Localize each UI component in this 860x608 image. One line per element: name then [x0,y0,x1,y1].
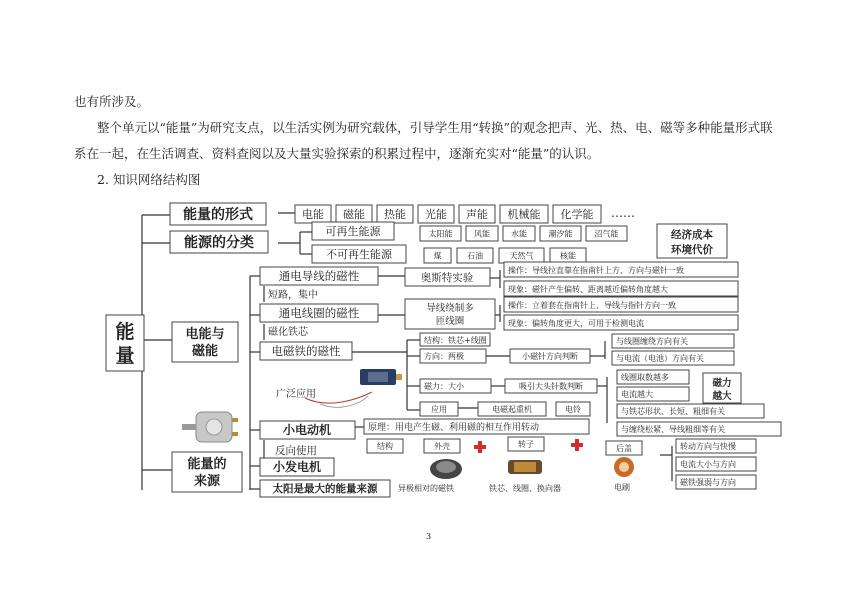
coil-operation: 操作：立着套在指南针上、导线与指针方向一致 [508,301,676,310]
reverse-use-label: 反向使用 [275,445,317,457]
rotor-image [508,460,542,474]
direction-current-relation: 与电流（电池）方向有关 [616,354,704,363]
application-label: 应用 [431,405,447,414]
renewable-item-3: 潮汐能 [548,229,573,239]
electromagnet: 电磁铁的磁性 [271,344,341,358]
wire-magnetism: 通电导线的磁性 [278,269,360,283]
renewable-item-2: 水能 [511,229,527,239]
nonrenewable-item-2: 天然气 [509,251,534,261]
motor-image [182,412,238,442]
caption-rotor: 铁芯、线圈、换向器 [489,484,561,493]
rotor-label: 转子 [518,440,534,449]
coil-phenomenon: 现象：偏转角度更大，可用于检测电流 [508,319,644,328]
renewable-item-4: 沼气能 [594,229,619,239]
forms-more: …… [611,206,635,220]
more-current: 电流越大 [621,390,653,399]
energy-form-4: 声能 [466,207,488,221]
oersted-operation: 操作：导线拉直靠在指南针上方、方向与磁针一致 [508,266,684,275]
cost-line-1: 经济成本 [671,229,713,241]
compass-judge: 小磁针方向判断 [522,352,578,361]
coil-magnetism: 通电线圈的磁性 [278,306,360,320]
small-motor: 小电动机 [282,423,332,437]
section-heading: 2. 知识网络结构图 [97,172,201,187]
paragraph-3: 系在一起，在生活调查、资料查阅以及大量实验探索的积累过程中，逐渐充实对“能量”的认识。 [74,146,600,161]
plus-icon [474,441,486,453]
direction-coil-relation: 与线圈缠绕方向有关 [616,337,688,346]
paragraph-1: 也有所涉及。 [74,94,150,109]
renewable-item-0: 太阳能 [428,229,453,239]
force-line-2: 越大 [712,391,732,402]
pins-judge: 吸引大头针数判断 [519,382,583,391]
nonrenewable-label: 不可再生能源 [326,248,392,261]
magnet-shell-image [430,459,462,479]
force-line-1: 磁力 [712,378,732,389]
oersted-phenomenon: 现象：磁针产生偏转、距离越近偏转角度越大 [508,285,668,294]
brush-image [614,457,634,477]
small-generator: 小发电机 [272,460,322,474]
structure-2-label: 结构 [377,442,393,451]
electromagnet-image [305,369,402,407]
iron-core-label: 磁化铁芯 [268,327,308,338]
caption-brush: 电刷 [614,483,630,492]
oersted-experiment: 奥斯特实验 [420,272,474,284]
sun-largest-source: 太阳是最大的能量来源 [272,483,378,495]
nonrenewable-item-3: 核能 [560,251,576,261]
renewable-items [420,226,627,241]
strength-label: 磁力：大小 [424,382,464,391]
caption-magnet: 异极相对的磁铁 [398,484,454,493]
energy-form-0: 电能 [302,207,324,221]
energy-form-6: 化学能 [560,207,594,221]
page-number: 3 [426,532,432,541]
source-title-line-2: 来源 [193,474,221,489]
energy-form-2: 热能 [384,207,406,221]
renewable-item-1: 风能 [474,229,490,239]
bell-label: 电铃 [565,405,581,414]
tightness-relation: 与缠绕松紧、导线粗细等有关 [621,425,725,434]
em-title-line-1: 电能与 [185,327,225,342]
shell-label: 外壳 [434,442,450,451]
plus-icon [571,439,583,451]
nonrenewable-item-0: 煤 [433,251,442,261]
current-direction: 电流大小与方向 [680,460,736,469]
structure-label: 结构：铁芯+线圈 [424,336,487,345]
nonrenewable-items [424,248,586,263]
magnet-direction: 磁铁强弱与方向 [680,478,736,487]
short-circuit-label: 短路，集中 [268,290,318,301]
root-node-char-1: 能 [115,321,135,343]
renewable-label: 可再生能源 [325,225,381,238]
coil-make-line-2: 匝线圈 [435,316,465,327]
energy-form-5: 机械能 [507,207,541,221]
nonrenewable-item-1: 石油 [467,251,483,261]
classification-title: 能源的分类 [184,235,254,251]
forms-title: 能量的形式 [183,207,253,223]
rotation-direction: 转动方向与快慢 [680,442,736,451]
direction-label: 方向：两极 [424,352,464,361]
energy-form-1: 磁能 [343,207,365,221]
crane-label: 电磁起重机 [492,405,532,414]
forms-row [295,205,601,223]
cost-line-2: 环境代价 [671,244,713,256]
coil-make-line-1: 导线绕制多 [426,303,474,314]
energy-form-3: 光能 [425,207,447,221]
root-node-char-2: 量 [115,345,135,367]
em-title-line-2: 磁能 [191,344,219,359]
brush-cover-label: 后盖 [616,444,632,453]
more-turns: 线圈取数越多 [621,373,669,382]
motor-principle: 原理：用电产生磁、利用磁的相互作用转动 [368,423,540,433]
shape-relation: 与铁芯形状、长短、粗细有关 [621,407,725,416]
source-title-line-1: 能量的 [187,457,227,472]
usage-label: 广泛应用 [276,389,316,400]
paragraph-2: 整个单元以“能量”为研究支点，以生活实例为研究载体，引导学生用“转换”的观念把声、光、热、电、磁等多种能量形式联 [97,120,773,135]
